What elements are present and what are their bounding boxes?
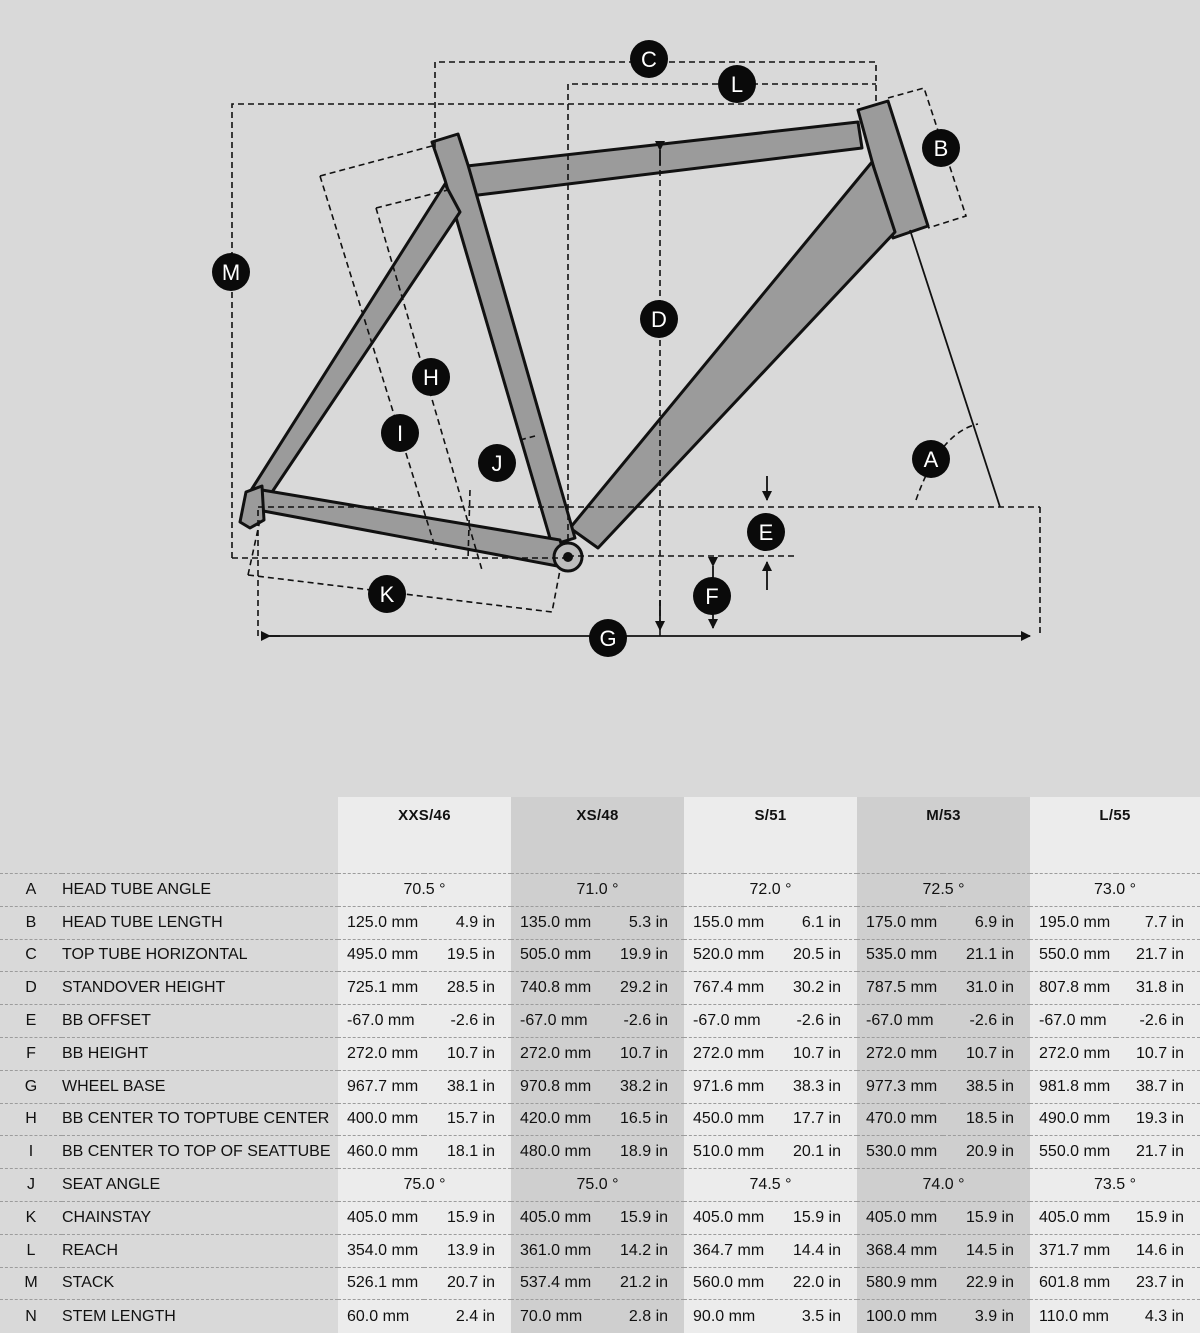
- mm-value: 510.0 mm: [684, 1136, 770, 1169]
- inch-value: 20.7 in: [424, 1267, 511, 1300]
- table-row: [0, 972, 1200, 1005]
- mm-value: 368.4 mm: [857, 1234, 943, 1267]
- inch-value: 10.7 in: [597, 1037, 684, 1070]
- angle-value: 73.0 °: [1030, 874, 1200, 907]
- marker-m: [212, 253, 250, 291]
- row-letter: I: [0, 1136, 62, 1169]
- mm-value: 807.8 mm: [1030, 972, 1116, 1005]
- inch-value: 16.5 in: [597, 1103, 684, 1136]
- marker-label: G: [599, 626, 617, 651]
- inch-value: -2.6 in: [1116, 1005, 1200, 1038]
- mm-value: 530.0 mm: [857, 1136, 943, 1169]
- angle-value: 71.0 °: [511, 874, 684, 907]
- inch-value: 23.7 in: [1116, 1267, 1200, 1300]
- mm-value: 450.0 mm: [684, 1103, 770, 1136]
- inch-value: 2.4 in: [424, 1300, 511, 1333]
- inch-value: 10.7 in: [770, 1037, 857, 1070]
- row-name: HEAD TUBE ANGLE: [62, 874, 338, 907]
- inch-value: 31.8 in: [1116, 972, 1200, 1005]
- marker-i: [381, 414, 419, 452]
- row-name: SEAT ANGLE: [62, 1169, 338, 1202]
- header-spacer: [0, 797, 338, 874]
- inch-value: 7.7 in: [1116, 906, 1200, 939]
- mm-value: 580.9 mm: [857, 1267, 943, 1300]
- mm-value: 490.0 mm: [1030, 1103, 1116, 1136]
- row-letter: L: [0, 1234, 62, 1267]
- marker-label: L: [730, 72, 744, 97]
- inch-value: 15.9 in: [943, 1201, 1030, 1234]
- marker-g: [589, 619, 627, 657]
- marker-b: [922, 129, 960, 167]
- mm-value: 767.4 mm: [684, 972, 770, 1005]
- row-letter: C: [0, 939, 62, 972]
- marker-l: [718, 65, 756, 103]
- table-row: [0, 906, 1200, 939]
- size-header: XS/48: [511, 797, 684, 874]
- mm-value: 550.0 mm: [1030, 1136, 1116, 1169]
- marker-a: [912, 440, 950, 478]
- table-row: [0, 1005, 1200, 1038]
- row-name: REACH: [62, 1234, 338, 1267]
- mm-value: 70.0 mm: [511, 1300, 597, 1333]
- inch-value: 21.7 in: [1116, 1136, 1200, 1169]
- inch-value: 3.9 in: [943, 1300, 1030, 1333]
- inch-value: 38.3 in: [770, 1070, 857, 1103]
- row-name: BB HEIGHT: [62, 1037, 338, 1070]
- mm-value: -67.0 mm: [684, 1005, 770, 1038]
- table-row: [0, 1234, 1200, 1267]
- size-header: L/55: [1030, 797, 1200, 874]
- marker-c: [630, 40, 668, 78]
- inch-value: 38.2 in: [597, 1070, 684, 1103]
- inch-value: 22.9 in: [943, 1267, 1030, 1300]
- mm-value: 135.0 mm: [511, 906, 597, 939]
- angle-value: 72.0 °: [684, 874, 857, 907]
- inch-value: 29.2 in: [597, 972, 684, 1005]
- table-row: [0, 939, 1200, 972]
- inch-value: 38.1 in: [424, 1070, 511, 1103]
- inch-value: 10.7 in: [424, 1037, 511, 1070]
- mm-value: 272.0 mm: [511, 1037, 597, 1070]
- mm-value: 740.8 mm: [511, 972, 597, 1005]
- mm-value: 272.0 mm: [684, 1037, 770, 1070]
- inch-value: 15.9 in: [770, 1201, 857, 1234]
- inch-value: 30.2 in: [770, 972, 857, 1005]
- mm-value: 480.0 mm: [511, 1136, 597, 1169]
- mm-value: 520.0 mm: [684, 939, 770, 972]
- mm-value: 970.8 mm: [511, 1070, 597, 1103]
- table-row: [0, 1201, 1200, 1234]
- table-row: [0, 874, 1200, 907]
- mm-value: 505.0 mm: [511, 939, 597, 972]
- seat-stay: [248, 184, 460, 510]
- size-header-row: [0, 797, 1200, 874]
- mm-value: 535.0 mm: [857, 939, 943, 972]
- inch-value: 15.7 in: [424, 1103, 511, 1136]
- mm-value: 125.0 mm: [338, 906, 424, 939]
- row-name: BB OFFSET: [62, 1005, 338, 1038]
- mm-value: 110.0 mm: [1030, 1300, 1116, 1333]
- mm-value: 361.0 mm: [511, 1234, 597, 1267]
- geometry-table: [0, 797, 1200, 1333]
- mm-value: 971.6 mm: [684, 1070, 770, 1103]
- mm-value: 272.0 mm: [857, 1037, 943, 1070]
- table-row: [0, 1169, 1200, 1202]
- inch-value: 19.5 in: [424, 939, 511, 972]
- mm-value: 560.0 mm: [684, 1267, 770, 1300]
- mm-value: -67.0 mm: [511, 1005, 597, 1038]
- inch-value: 38.5 in: [943, 1070, 1030, 1103]
- inch-value: 10.7 in: [1116, 1037, 1200, 1070]
- mm-value: 100.0 mm: [857, 1300, 943, 1333]
- inch-value: 22.0 in: [770, 1267, 857, 1300]
- row-name: WHEEL BASE: [62, 1070, 338, 1103]
- row-name: STACK: [62, 1267, 338, 1300]
- marker-e: [747, 513, 785, 551]
- row-letter: N: [0, 1300, 62, 1333]
- row-letter: D: [0, 972, 62, 1005]
- marker-label: F: [705, 584, 719, 609]
- mm-value: 405.0 mm: [857, 1201, 943, 1234]
- mm-value: 526.1 mm: [338, 1267, 424, 1300]
- inch-value: 15.9 in: [1116, 1201, 1200, 1234]
- mm-value: -67.0 mm: [1030, 1005, 1116, 1038]
- mm-value: 195.0 mm: [1030, 906, 1116, 939]
- inch-value: 10.7 in: [943, 1037, 1030, 1070]
- inch-value: 20.1 in: [770, 1136, 857, 1169]
- mm-value: 550.0 mm: [1030, 939, 1116, 972]
- table-row: [0, 1300, 1200, 1333]
- row-name: HEAD TUBE LENGTH: [62, 906, 338, 939]
- marker-label: A: [923, 447, 939, 472]
- inch-value: 20.5 in: [770, 939, 857, 972]
- inch-value: 15.9 in: [424, 1201, 511, 1234]
- marker-k: [368, 575, 406, 613]
- marker-label: H: [423, 365, 439, 390]
- mm-value: 405.0 mm: [511, 1201, 597, 1234]
- inch-value: 17.7 in: [770, 1103, 857, 1136]
- marker-label: I: [396, 421, 404, 446]
- mm-value: 175.0 mm: [857, 906, 943, 939]
- table-row: [0, 1070, 1200, 1103]
- marker-label: J: [491, 451, 503, 476]
- angle-value: 74.5 °: [684, 1169, 857, 1202]
- inch-value: 21.1 in: [943, 939, 1030, 972]
- row-letter: E: [0, 1005, 62, 1038]
- mm-value: 977.3 mm: [857, 1070, 943, 1103]
- inch-value: 3.5 in: [770, 1300, 857, 1333]
- mm-value: -67.0 mm: [857, 1005, 943, 1038]
- inch-value: 14.2 in: [597, 1234, 684, 1267]
- mm-value: 371.7 mm: [1030, 1234, 1116, 1267]
- inch-value: 15.9 in: [597, 1201, 684, 1234]
- inch-value: 14.6 in: [1116, 1234, 1200, 1267]
- table-row: [0, 1037, 1200, 1070]
- inch-value: 19.3 in: [1116, 1103, 1200, 1136]
- seat-tube: [432, 134, 575, 545]
- marker-h: [412, 358, 450, 396]
- inch-value: 20.9 in: [943, 1136, 1030, 1169]
- size-header: XXS/46: [338, 797, 511, 874]
- inch-value: 5.3 in: [597, 906, 684, 939]
- row-letter: H: [0, 1103, 62, 1136]
- table-row: [0, 1267, 1200, 1300]
- row-name: STANDOVER HEIGHT: [62, 972, 338, 1005]
- row-letter: A: [0, 874, 62, 907]
- mm-value: 601.8 mm: [1030, 1267, 1116, 1300]
- mm-value: 272.0 mm: [1030, 1037, 1116, 1070]
- row-letter: J: [0, 1169, 62, 1202]
- mm-value: 470.0 mm: [857, 1103, 943, 1136]
- geometry-table-body: [0, 874, 1200, 1333]
- angle-value: 74.0 °: [857, 1169, 1030, 1202]
- mm-value: 405.0 mm: [684, 1201, 770, 1234]
- row-name: BB CENTER TO TOP OF SEATTUBE: [62, 1136, 338, 1169]
- inch-value: -2.6 in: [424, 1005, 511, 1038]
- mm-value: 272.0 mm: [338, 1037, 424, 1070]
- row-letter: B: [0, 906, 62, 939]
- marker-label: E: [758, 520, 774, 545]
- mm-value: 60.0 mm: [338, 1300, 424, 1333]
- marker-label: B: [933, 136, 949, 161]
- angle-value: 75.0 °: [338, 1169, 511, 1202]
- mm-value: 420.0 mm: [511, 1103, 597, 1136]
- row-name: STEM LENGTH: [62, 1300, 338, 1333]
- mm-value: -67.0 mm: [338, 1005, 424, 1038]
- row-name: CHAINSTAY: [62, 1201, 338, 1234]
- chain-stay: [258, 490, 568, 568]
- row-name: BB CENTER TO TOPTUBE CENTER: [62, 1103, 338, 1136]
- inch-value: 18.5 in: [943, 1103, 1030, 1136]
- mm-value: 90.0 mm: [684, 1300, 770, 1333]
- inch-value: 21.7 in: [1116, 939, 1200, 972]
- angle-value: 75.0 °: [511, 1169, 684, 1202]
- inch-value: 6.9 in: [943, 906, 1030, 939]
- mm-value: 537.4 mm: [511, 1267, 597, 1300]
- inch-value: 4.9 in: [424, 906, 511, 939]
- angle-value: 73.5 °: [1030, 1169, 1200, 1202]
- bike-frame: [240, 101, 928, 568]
- row-letter: G: [0, 1070, 62, 1103]
- mm-value: 405.0 mm: [1030, 1201, 1116, 1234]
- mm-value: 460.0 mm: [338, 1136, 424, 1169]
- marker-label: C: [641, 47, 657, 72]
- inch-value: -2.6 in: [943, 1005, 1030, 1038]
- marker-d: [640, 300, 678, 338]
- mm-value: 967.7 mm: [338, 1070, 424, 1103]
- inch-value: 13.9 in: [424, 1234, 511, 1267]
- mm-value: 787.5 mm: [857, 972, 943, 1005]
- inch-value: 21.2 in: [597, 1267, 684, 1300]
- mm-value: 364.7 mm: [684, 1234, 770, 1267]
- size-header: M/53: [857, 797, 1030, 874]
- inch-value: 18.9 in: [597, 1136, 684, 1169]
- inch-value: 18.1 in: [424, 1136, 511, 1169]
- mm-value: 354.0 mm: [338, 1234, 424, 1267]
- mm-value: 495.0 mm: [338, 939, 424, 972]
- inch-value: -2.6 in: [770, 1005, 857, 1038]
- marker-j: [478, 444, 516, 482]
- row-letter: M: [0, 1267, 62, 1300]
- inch-value: 6.1 in: [770, 906, 857, 939]
- row-letter: F: [0, 1037, 62, 1070]
- inch-value: 28.5 in: [424, 972, 511, 1005]
- inch-value: 14.5 in: [943, 1234, 1030, 1267]
- inch-value: -2.6 in: [597, 1005, 684, 1038]
- inch-value: 31.0 in: [943, 972, 1030, 1005]
- row-letter: K: [0, 1201, 62, 1234]
- angle-value: 72.5 °: [857, 874, 1030, 907]
- mm-value: 400.0 mm: [338, 1103, 424, 1136]
- inch-value: 14.4 in: [770, 1234, 857, 1267]
- table-row: [0, 1136, 1200, 1169]
- marker-label: M: [221, 260, 241, 285]
- mm-value: 725.1 mm: [338, 972, 424, 1005]
- row-name: TOP TUBE HORIZONTAL: [62, 939, 338, 972]
- size-header: S/51: [684, 797, 857, 874]
- down-tube: [570, 162, 895, 548]
- inch-value: 4.3 in: [1116, 1300, 1200, 1333]
- mm-value: 981.8 mm: [1030, 1070, 1116, 1103]
- mm-value: 405.0 mm: [338, 1201, 424, 1234]
- marker-f: [693, 577, 731, 615]
- inch-value: 38.7 in: [1116, 1070, 1200, 1103]
- inch-value: 2.8 in: [597, 1300, 684, 1333]
- mm-value: 155.0 mm: [684, 906, 770, 939]
- inch-value: 19.9 in: [597, 939, 684, 972]
- marker-label: K: [379, 582, 395, 607]
- table-row: [0, 1103, 1200, 1136]
- angle-value: 70.5 °: [338, 874, 511, 907]
- marker-label: D: [651, 307, 667, 332]
